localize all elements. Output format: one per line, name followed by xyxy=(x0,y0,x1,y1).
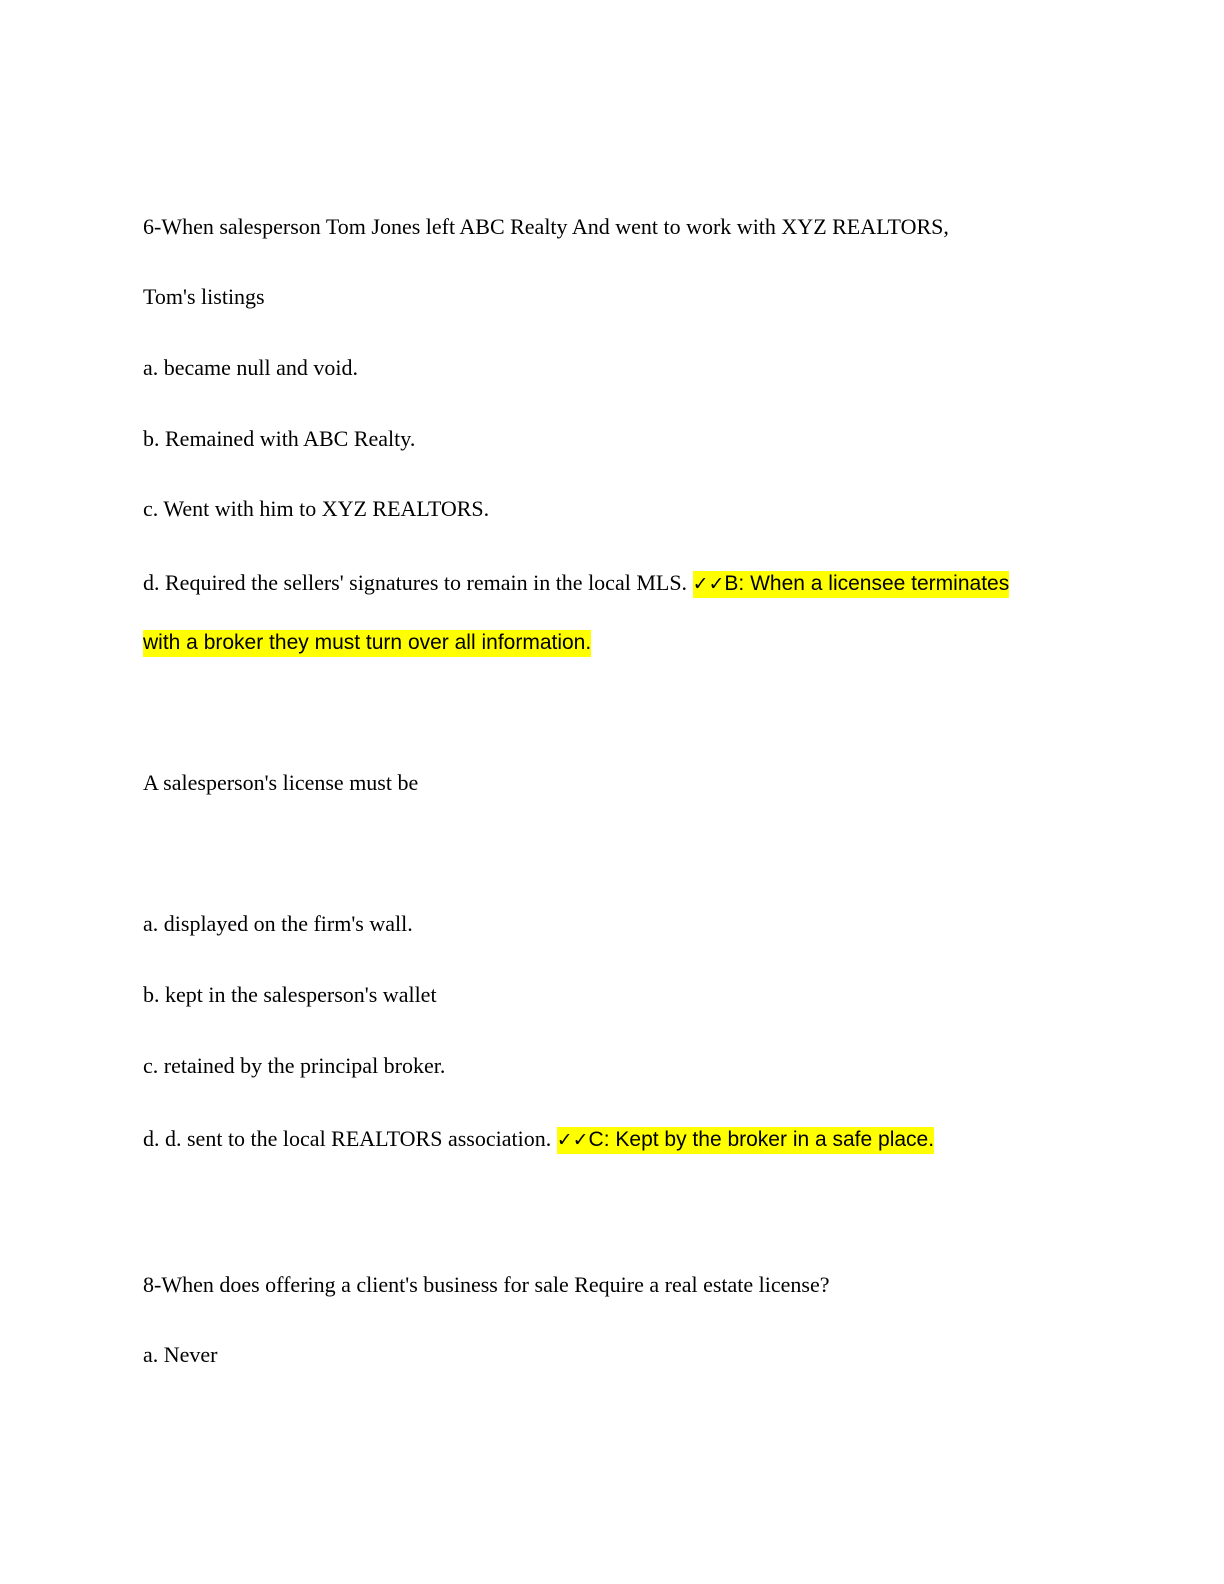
question-license-option-a: a. displayed on the firm's wall. xyxy=(143,911,413,936)
question-6-option-c: c. Went with him to XYZ REALTORS. xyxy=(143,496,490,521)
question-6-stem-line-2: Tom's listings xyxy=(143,284,265,309)
question-8-stem: 8-When does offering a client's business for sale Require a real estate license? xyxy=(143,1272,830,1297)
question-license-option-b: b. kept in the salesperson's wallet xyxy=(143,982,437,1007)
question-6-stem-line-1: 6-When salesperson Tom Jones left ABC Realty And went to work with XYZ REALTORS, xyxy=(143,214,949,239)
question-6-answer-continuation xyxy=(143,629,591,656)
checkmark-icon: ✓✓ xyxy=(556,1129,589,1151)
question-license-option-c: c. retained by the principal broker. xyxy=(143,1053,446,1078)
question-license-stem: A salesperson's license must be xyxy=(143,770,419,795)
question-6-option-d: d. Required the sellers' signatures to remain in the local MLS. xyxy=(143,570,688,595)
question-license-option-d-line xyxy=(143,1126,934,1153)
question-8-option-a: a. Never xyxy=(143,1342,218,1367)
question-6-answer-line-1: B: When a licensee terminates xyxy=(724,572,1010,595)
question-6-option-d-line xyxy=(143,570,1009,597)
question-6-answer-line-2: with a broker they must turn over all information. xyxy=(143,630,591,657)
question-6-option-b: b. Remained with ABC Realty. xyxy=(143,426,416,451)
question-license-answer-highlight xyxy=(557,1127,934,1154)
question-license-option-d: d. d. sent to the local REALTORS association. xyxy=(143,1126,552,1151)
checkmark-icon: ✓✓ xyxy=(692,573,725,595)
question-license-answer: C: Kept by the broker in a safe place. xyxy=(588,1128,935,1151)
question-6-option-a: a. became null and void. xyxy=(143,355,359,380)
question-6-answer-highlight xyxy=(693,571,1010,598)
